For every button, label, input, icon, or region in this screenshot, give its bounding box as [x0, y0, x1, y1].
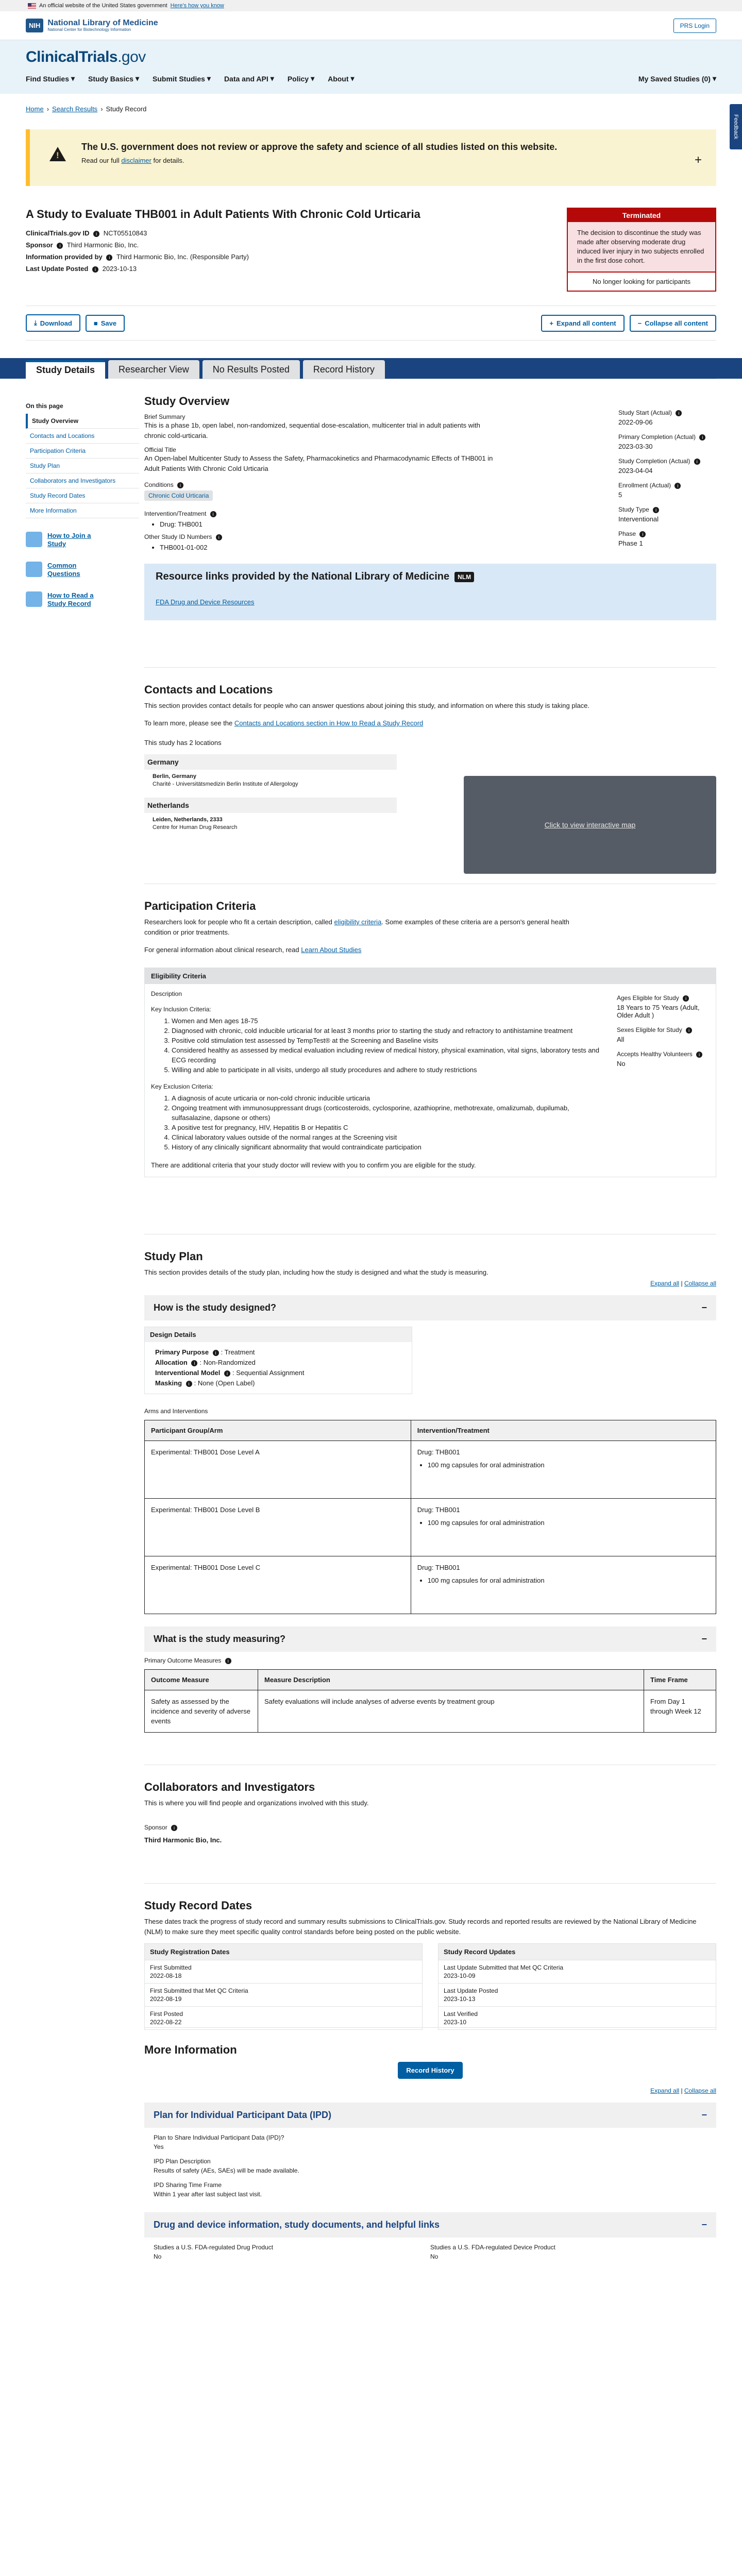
study-overview — [144, 379, 716, 647]
gov-banner-link[interactable]: Here's how you know — [170, 3, 224, 9]
primary-outcome-label: Primary Outcome Measures i — [144, 1657, 716, 1664]
location-map[interactable] — [464, 776, 716, 874]
sidebar — [26, 379, 139, 2264]
action-bar — [26, 306, 716, 341]
gov-banner — [0, 0, 742, 11]
sidebar-item-contacts[interactable]: Contacts and Locations — [26, 429, 139, 444]
study-meta: ClinicalTrials.gov ID i NCT05510843 Sponsor i Third Harmonic Bio, Inc. Information provided by i Third Harmonic Bio, Inc. (Responsible Party) Last Update Posted i 2023-10-13 — [26, 229, 249, 273]
sexes-value: All — [617, 1036, 625, 1043]
phase: Phase 1 — [618, 539, 643, 547]
other-id-label: Other Study ID Numbers i — [144, 533, 500, 540]
location-group-netherlands — [144, 798, 397, 835]
location-berlin: Berlin, Germany Charité - Universitätsmedizin Berlin Institute of Allergology — [153, 773, 298, 787]
study-type: Interventional — [618, 515, 659, 523]
more-expand-all[interactable]: Expand all — [650, 2087, 680, 2094]
disclaimer-link[interactable]: disclaimer — [121, 157, 151, 164]
breadcrumb-search-results[interactable]: Search Results — [52, 105, 98, 113]
healthy-label: Accepts Healthy Volunteers i — [617, 1050, 710, 1058]
healthy-value: No — [617, 1060, 626, 1067]
enrollment-label: Enrollment (Actual) i — [618, 482, 716, 489]
nlm-logo[interactable] — [26, 19, 158, 32]
eligibility-box — [144, 968, 716, 1177]
more-information: More Information Record History Expand all | Collapse all Plan for Individual Participant Data (IPD) − Plan to Share Individual Participant Data (IPD)? Yes IPD Plan Description Results of safety (AEs, SAEs) will be made available. IPD Sharing Time Frame Within 1 year after last subject last visit. Drug and device information, study documents, and helpful links − Studies a U.S. FDA-regulated Drug Product No Studies a U.S. FDA-regulated Device Product No — [144, 2027, 716, 2264]
exclusion-item: 2. Ongoing treatment with immunosuppressant drugs (corticosteroids, cyclosporine, azathioprine, methotrexate, omalizumab, dupilumab, sulfasalazine, dapsone or others) — [172, 1103, 606, 1123]
inclusion-item: 3. Positive cold stimulation test assessed by TempTest® at the Screening and Baseline visits — [172, 1036, 606, 1045]
alert-text: Read our full disclaimer for details. — [81, 157, 184, 164]
ipd-content: Plan to Share Individual Participant Data (IPD)? Yes IPD Plan Description Results of safety (AEs, SAEs) will be made available. IPD Sharing Time Frame Within 1 year after last subject last visit. — [154, 2134, 299, 2198]
help-common-questions[interactable]: Common Questions — [26, 562, 139, 578]
registration-title: Study Registration Dates — [145, 1944, 422, 1960]
eligibility-title: Eligibility Criteria — [145, 968, 716, 984]
updates-title: Study Record Updates — [439, 1944, 716, 1960]
criteria-general: For general information about clinical research, read Learn About Studies — [144, 946, 362, 954]
outcome-header-description: Measure Description — [258, 1670, 644, 1690]
exclusion-list — [151, 1093, 606, 1152]
dates-intro: These dates track the progress of study record and summary results submissions to ClinicalTrials.gov. Study records and reported results are reviewed by the National Library of Medicine (NLM) to make sure they meet specific quality control standards before being posted on the public website. — [144, 1918, 697, 1936]
study-completion-label: Study Completion (Actual) i — [618, 457, 716, 465]
save-button[interactable]: ■ Save — [86, 315, 125, 332]
intervention-label: Intervention/Treatment i — [144, 510, 500, 517]
outcome-header-measure: Outcome Measure — [145, 1670, 258, 1690]
ages-value: 18 Years to 75 Years (Adult, Older Adult ) — [617, 1004, 700, 1019]
nav-find-studies[interactable]: Find Studies ▾ — [26, 74, 75, 83]
info-icon[interactable]: i — [57, 243, 63, 249]
save-icon: ■ — [93, 319, 98, 327]
person-icon — [26, 532, 42, 547]
inclusion-item: 4. Considered healthy as assessed by medical evaluation including review of medical history, physical examination, vital signs, laboratory tests and ECG recording — [172, 1045, 606, 1065]
table-row: Safety as assessed by the incidence and severity of adverse events Safety evaluations will include analyses of adverse events by treatment group From Day 1 through Week 12 — [145, 1690, 716, 1733]
feedback-tab[interactable]: Feedback — [730, 104, 742, 149]
brief-summary: This is a phase 1b, open label, non-randomized, sequential dose-escalation, multicenter trial in adult patients with chronic cold-urticaria. — [144, 421, 480, 439]
list-item: First Posted 2022-08-22 — [145, 2006, 422, 2029]
criteria-title: Participation Criteria — [144, 900, 256, 912]
collab-sponsor-label: Sponsor i — [144, 1824, 716, 1831]
download-button[interactable]: ⤓ Download — [26, 314, 80, 332]
status-box — [567, 208, 716, 292]
ipd-accordion[interactable]: Plan for Individual Participant Data (IPD) − — [144, 2103, 716, 2128]
nav-about[interactable]: About ▾ — [328, 74, 355, 83]
nlm-name: National Library of Medicine — [47, 19, 158, 27]
drug-info-accordion[interactable]: Drug and device information, study documents, and helpful links − — [144, 2212, 716, 2238]
plus-icon[interactable]: + — [694, 153, 702, 167]
info-icon[interactable]: i — [93, 231, 99, 237]
tab-study-details[interactable]: Study Details — [26, 360, 105, 379]
collab-title: Collaborators and Investigators — [144, 1781, 315, 1793]
nlm-bar — [0, 11, 742, 40]
fda-resources-link[interactable]: FDA Drug and Device Resources — [156, 598, 255, 606]
breadcrumb: Home › Search Results › Study Record — [26, 105, 147, 113]
arms-header-intervention: Intervention/Treatment — [411, 1420, 716, 1441]
us-flag-icon — [28, 3, 36, 9]
list-item: Last Update Posted 2023-10-13 — [439, 1983, 716, 2006]
more-collapse-all[interactable]: Collapse all — [684, 2087, 716, 2094]
page-body — [0, 379, 742, 2264]
map-link[interactable]: Click to view interactive map — [544, 821, 636, 829]
design-details: Design Details Primary Purpose i : Treatment Allocation i : Non-Randomized Interventional Model i : Sequential Assignment Masking i : None (Open Label) — [144, 1327, 412, 1394]
nih-badge: NIH — [26, 19, 43, 32]
site-header — [0, 40, 742, 94]
status-label: Terminated — [568, 209, 715, 222]
main-content — [139, 379, 716, 2264]
warning-icon — [49, 147, 66, 161]
inclusion-list — [151, 1016, 606, 1075]
location-count: This study has 2 locations — [144, 739, 222, 747]
criteria-note: There are additional criteria that your study doctor will review with you to confirm you are eligible for the study. — [151, 1161, 476, 1169]
arms-table — [144, 1420, 716, 1614]
nlm-chip: NLM — [454, 572, 474, 582]
study-info-provider: Third Harmonic Bio, Inc. (Responsible Party) — [116, 253, 249, 261]
overview-dates — [618, 405, 716, 547]
tab-researcher-view[interactable]: Researcher View — [108, 360, 199, 379]
study-plan: Study Plan This section provides details of the study plan, including how the study is designed and what the study is measuring. Expand all | Collapse all How is the study designed? − Design Details Primary Purpose i : Treatment Allocation i : Non-Randomized Interventional Model i : Sequential Assignment Masking i : None (Open Label) Arms and Interventions Participant Group/Arm Intervention/Treatment Experimental: THB001 Dose Level A Drug: THB001 • 100 mg capsules for oral administration Experimental: THB001 Dose Level B Drug: THB001 • 100 mg capsules for oral administration Experimental: THB001 Dose Level C Drug: THB001 • 100 mg capsules for oral administration What is the study measuring? − Primary Outcome Measures i Outcome Measure Measure Description Time Frame Safety as assessed by the incidence and severity of adverse events Safety evaluations will include analyses of adverse events by treatment group From Day 1 through Week 12 — [144, 1234, 716, 1754]
official-title-label: Official Title — [144, 446, 176, 453]
plan-title: Study Plan — [144, 1250, 203, 1263]
more-title: More Information — [144, 2043, 237, 2056]
sidebar-item-plan[interactable]: Study Plan — [26, 459, 139, 473]
contacts-title: Contacts and Locations — [144, 683, 273, 696]
collapse-all-content-button[interactable]: − Collapse all content — [630, 315, 716, 332]
nav-submit-studies[interactable]: Submit Studies ▾ — [153, 74, 211, 83]
description-label: Description — [151, 990, 182, 997]
table-row: Experimental: THB001 Dose Level A Drug: THB001 • 100 mg capsules for oral administration — [145, 1441, 716, 1499]
enrollment: 5 — [618, 491, 622, 499]
prs-login-button[interactable]: PRS Login — [673, 19, 716, 33]
breadcrumb-home[interactable]: Home — [26, 105, 44, 113]
sidebar-item-criteria[interactable]: Participation Criteria — [26, 444, 139, 459]
sidebar-item-overview[interactable]: Study Overview — [26, 414, 139, 429]
collab-sponsor: Third Harmonic Bio, Inc. — [144, 1836, 222, 1844]
official-title: An Open-label Multicenter Study to Assess the Safety, Pharmacokinetics and Pharmacodynamic Effects of THB001 in Adult Patients With Chronic Cold Urticaria — [144, 454, 493, 472]
info-icon[interactable]: i — [92, 266, 98, 273]
location-group-germany — [144, 754, 397, 791]
download-icon: ⤓ — [34, 319, 37, 327]
outcome-table — [144, 1669, 716, 1733]
list-item: Last Update Submitted that Met QC Criteria 2023-10-09 — [439, 1960, 716, 1983]
design-details-title: Design Details — [145, 1327, 412, 1342]
study-start: 2022-09-06 — [618, 418, 653, 426]
tab-no-results[interactable]: No Results Posted — [203, 360, 300, 379]
alert-title: The U.S. government does not review or approve the safety and science of all studies listed on this website. — [81, 142, 558, 152]
exclusion-label: Key Exclusion Criteria: — [151, 1083, 213, 1090]
arms-header-group: Participant Group/Arm — [145, 1420, 411, 1441]
contacts-intro: This section provides contact details for people who can answer questions about joining this study, and information on where this study is taking place. — [144, 702, 590, 709]
resource-links-box — [144, 564, 716, 620]
resource-title: Resource links provided by the National Library of Medicine — [156, 571, 450, 582]
primary-completion-label: Primary Completion (Actual) i — [618, 433, 716, 440]
measure-accordion[interactable]: What is the study measuring? − — [144, 1626, 716, 1652]
ages-label: Ages Eligible for Study i — [617, 994, 710, 1002]
expand-all-content-button[interactable]: + Expand all content — [541, 315, 624, 332]
criteria-intro: Researchers look for people who fit a certain description, called eligibility criteria. Some examples of these criteria are a person's general health condition or prior treatments. — [144, 918, 569, 936]
collaborators — [144, 1765, 716, 1878]
exclusion-item: 3. A positive test for pregnancy, HIV, Hepatitis B or Hepatitis C — [172, 1123, 606, 1132]
intervention-item: • Drug: THB001 — [160, 520, 500, 528]
document-icon — [26, 591, 42, 607]
study-header — [0, 208, 742, 306]
table-row: Experimental: THB001 Dose Level C Drug: THB001 • 100 mg capsules for oral administration — [145, 1556, 716, 1614]
inclusion-item: 2. Diagnosed with chronic, cold inducible urticarial for at least 3 months prior to starting the study and refractory to antihistamine treatment — [172, 1026, 606, 1036]
list-item: First Submitted 2022-08-18 — [145, 1960, 422, 1983]
list-item: Last Verified 2023-10 — [439, 2006, 716, 2029]
inclusion-item: 5. Willing and able to participate in all visits, undergo all study procedures and adhere to study restrictions — [172, 1065, 606, 1075]
location-leiden: Leiden, Netherlands, 2333 Centre for Human Drug Research — [153, 817, 238, 831]
sidebar-title: On this page — [26, 402, 63, 410]
collab-intro: This is where you will find people and organizations involved with this study. — [144, 1799, 369, 1807]
condition-tag[interactable]: Chronic Cold Urticaria — [144, 490, 213, 501]
tab-record-history[interactable]: Record History — [303, 360, 385, 379]
sexes-label: Sexes Eligible for Study i — [617, 1026, 710, 1033]
inclusion-item: 1. Women and Men ages 18-75 — [172, 1016, 606, 1026]
nav-policy[interactable]: Policy ▾ — [287, 74, 315, 83]
plan-intro: This section provides details of the study plan, including how the study is designed and what the study is measuring. — [144, 1268, 488, 1276]
eligibility-aside — [617, 990, 710, 1171]
dates-table — [144, 1943, 716, 2030]
dates-title: Study Record Dates — [144, 1899, 252, 1912]
record-history-button[interactable]: Record History — [398, 2062, 462, 2079]
gov-banner-text: An official website of the United States government — [39, 3, 167, 9]
study-type-label: Study Type i — [618, 506, 716, 513]
sidebar-item-dates[interactable]: Study Record Dates — [26, 488, 139, 503]
status-footer: No longer looking for participants — [568, 272, 715, 291]
brief-summary-label: Brief Summary — [144, 413, 185, 420]
nav-saved-studies[interactable]: My Saved Studies (0) ▾ — [638, 74, 716, 83]
plan-expand-all[interactable]: Expand all — [650, 1280, 680, 1287]
question-icon — [26, 562, 42, 577]
sidebar-item-more-info[interactable]: More Information — [26, 503, 139, 518]
clinicaltrials-logo[interactable]: ClinicalTrials.gov — [26, 48, 146, 65]
exclusion-item: 4. Clinical laboratory values outside of the normal ranges at the Screening visit — [172, 1132, 606, 1142]
nlm-sub: National Center for Biotechnology Information — [47, 27, 131, 32]
nav-study-basics[interactable]: Study Basics ▾ — [88, 74, 139, 83]
study-title: A Study to Evaluate THB001 in Adult Patients With Chronic Cold Urticaria — [26, 208, 420, 221]
nav-data-api[interactable]: Data and API ▾ — [224, 74, 274, 83]
study-record-dates — [144, 1883, 716, 2027]
study-tabs — [0, 358, 742, 379]
study-id: NCT05510843 — [103, 229, 147, 237]
table-row: Experimental: THB001 Dose Level B Drug: THB001 • 100 mg capsules for oral administration — [145, 1499, 716, 1556]
info-icon[interactable]: i — [106, 255, 112, 261]
primary-completion: 2023-03-30 — [618, 443, 653, 450]
other-id: • THB001-01-002 — [160, 544, 500, 551]
main-nav — [26, 74, 716, 83]
country-netherlands: Netherlands — [144, 798, 397, 813]
status-text: The decision to discontinue the study was made after observing moderate drug induced liver injury in two subjects enrolled in the first dose cohort. — [568, 222, 715, 272]
phase-label: Phase i — [618, 530, 716, 537]
exclusion-item: 5. History of any clinically significant abnormality that would contraindicate participation — [172, 1142, 606, 1152]
exclusion-item: 1. A diagnosis of acute urticaria or non-cold chronic inducible urticaria — [172, 1093, 606, 1103]
contacts-learn-link[interactable]: Contacts and Locations section in How to Read a Study Record — [234, 719, 424, 727]
conditions-label: Conditions i — [144, 481, 500, 488]
learn-about-studies-link[interactable]: Learn About Studies — [301, 946, 362, 954]
overview-title: Study Overview — [144, 395, 230, 408]
list-item: First Submitted that Met QC Criteria 2022-08-19 — [145, 1983, 422, 2006]
help-join-study[interactable]: How to Join a Study — [26, 532, 139, 548]
study-completion: 2023-04-04 — [618, 467, 653, 474]
plan-collapse-all[interactable]: Collapse all — [684, 1280, 716, 1287]
study-last-update: 2023-10-13 — [102, 265, 137, 273]
breadcrumb-current: Study Record — [106, 105, 147, 113]
contacts-section — [144, 667, 716, 884]
contacts-learn: To learn more, please see the Contacts and Locations section in How to Read a Study Record — [144, 719, 424, 727]
inclusion-label: Key Inclusion Criteria: — [151, 1006, 211, 1013]
study-sponsor: Third Harmonic Bio, Inc. — [66, 241, 139, 249]
design-accordion[interactable]: How is the study designed? − — [144, 1295, 716, 1320]
disclaimer-alert — [26, 129, 716, 186]
study-start-label: Study Start (Actual) i — [618, 409, 716, 416]
eligibility-criteria-link[interactable]: eligibility criteria — [334, 918, 382, 926]
arms-label: Arms and Interventions — [144, 1408, 208, 1415]
sidebar-item-collaborators[interactable]: Collaborators and Investigators — [26, 473, 139, 488]
drug-info-content: Studies a U.S. FDA-regulated Drug Product No Studies a U.S. FDA-regulated Device Product No — [154, 2244, 555, 2260]
outcome-header-time: Time Frame — [644, 1670, 716, 1690]
country-germany: Germany — [144, 754, 397, 770]
help-read-record[interactable]: How to Read a Study Record — [26, 591, 139, 608]
participation-criteria — [144, 884, 716, 1208]
